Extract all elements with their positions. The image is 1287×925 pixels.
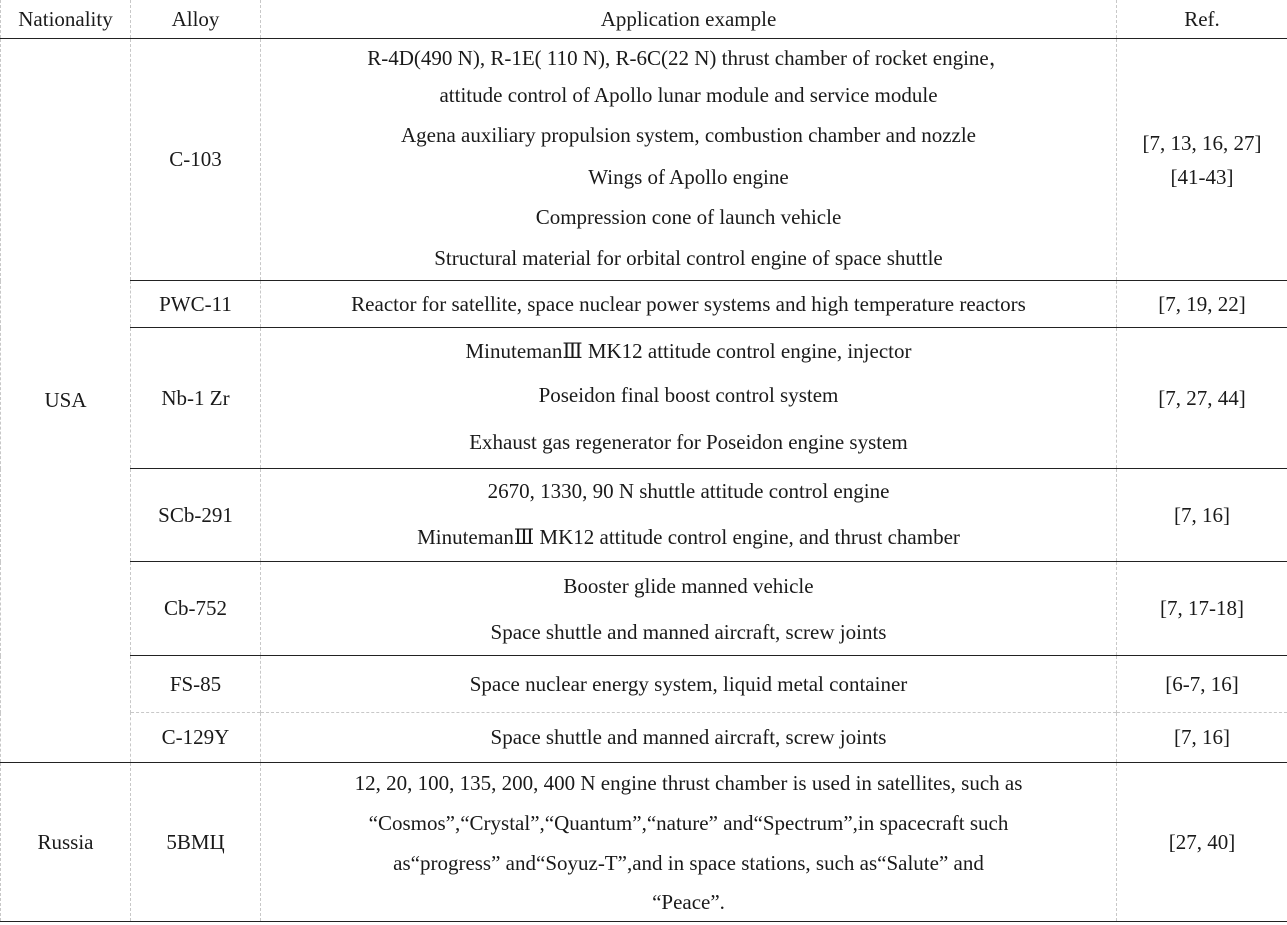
ref-cell: [7, 27, 44]	[1117, 328, 1287, 469]
application-cell	[261, 656, 1117, 713]
application-cell	[261, 281, 1117, 328]
alloy-cell: FS-85	[131, 656, 261, 713]
ref-cell: [6-7, 16]	[1117, 656, 1287, 713]
ref-cell: [7, 17-18]	[1117, 562, 1287, 656]
table-row	[1, 469, 1287, 562]
application-line: MinutemanⅢ MK12 attitude control engine, injector	[465, 339, 912, 363]
table-row	[1, 281, 1287, 328]
application-line: MinutemanⅢ MK12 attitude control engine, and thrust chamber	[417, 525, 960, 549]
application-line: Booster glide manned vehicle	[563, 573, 814, 598]
ref-cell: [7, 16]	[1117, 469, 1287, 562]
ref-cell: [7, 16]	[1117, 713, 1287, 763]
application-line: 12, 20, 100, 135, 200, 400 N engine thrust chamber is used in satellites, such as	[354, 771, 1023, 795]
table-row	[1, 328, 1287, 469]
application-line: “Peace”.	[652, 890, 725, 914]
application-line: Wings of Apollo engine	[588, 165, 789, 189]
application-line: Poseidon final boost control system	[538, 383, 839, 407]
application-cell	[261, 39, 1117, 281]
application-line: R-4D(490 N), R-1E( 110 N), R-6C(22 N) thrust chamber of rocket engine，	[367, 46, 1010, 70]
nationality-cell: Russia	[1, 763, 131, 922]
application-line: Agena auxiliary propulsion system, combustion chamber and nozzle	[400, 123, 977, 147]
application-line: Space shuttle and manned aircraft, screw joints	[490, 725, 887, 749]
ref-line: [41-43]	[1170, 164, 1234, 189]
header-ref: Ref.	[1117, 0, 1287, 39]
alloy-cell: 5BMЦ	[131, 763, 261, 922]
table-row	[1, 713, 1287, 763]
application-line: Structural material for orbital control engine of space shuttle	[434, 246, 943, 270]
ref-cell: [27, 40]	[1117, 763, 1287, 922]
table-row	[1, 39, 1287, 281]
ref-cell	[1117, 39, 1287, 281]
application-line: Reactor for satellite, space nuclear power systems and high temperature reactors	[351, 291, 1026, 316]
header-application-example: Application example	[261, 0, 1117, 39]
header-alloy: Alloy	[131, 0, 261, 39]
application-cell	[261, 562, 1117, 656]
alloy-cell: C-103	[131, 39, 261, 281]
header-nationality: Nationality	[1, 0, 131, 39]
alloy-cell: C-129Y	[131, 713, 261, 763]
ref-line: [7, 13, 16, 27]	[1142, 130, 1262, 155]
application-cell	[261, 469, 1117, 562]
application-line: as“progress” and“Soyuz-T”,and in space stations, such as“Salute” and	[393, 851, 984, 875]
table-row	[1, 562, 1287, 656]
ref-cell: [7, 19, 22]	[1117, 281, 1287, 328]
table-header-row	[1, 0, 1287, 39]
table-row	[1, 656, 1287, 713]
application-line: Compression cone of launch vehicle	[535, 205, 842, 229]
application-cell	[261, 763, 1117, 922]
alloy-cell: SCb-291	[131, 469, 261, 562]
alloy-cell: Cb-752	[131, 562, 261, 656]
nationality-cell: USA	[1, 39, 131, 763]
application-line: Exhaust gas regenerator for Poseidon engine system	[469, 430, 908, 454]
application-line: Space shuttle and manned aircraft, screw joints	[490, 619, 887, 644]
application-line: 2670, 1330, 90 N shuttle attitude control engine	[487, 479, 890, 503]
application-cell	[261, 328, 1117, 469]
application-line: attitude control of Apollo lunar module and service module	[439, 83, 938, 107]
alloy-cell: PWC-11	[131, 281, 261, 328]
application-line: Space nuclear energy system, liquid metal container	[469, 671, 908, 696]
alloy-cell: Nb-1 Zr	[131, 328, 261, 469]
table-row	[1, 763, 1287, 922]
application-line: “Cosmos”,“Crystal”,“Quantum”,“nature” and“Spectrum”,in spacecraft such	[368, 811, 1009, 835]
application-cell	[261, 713, 1117, 763]
